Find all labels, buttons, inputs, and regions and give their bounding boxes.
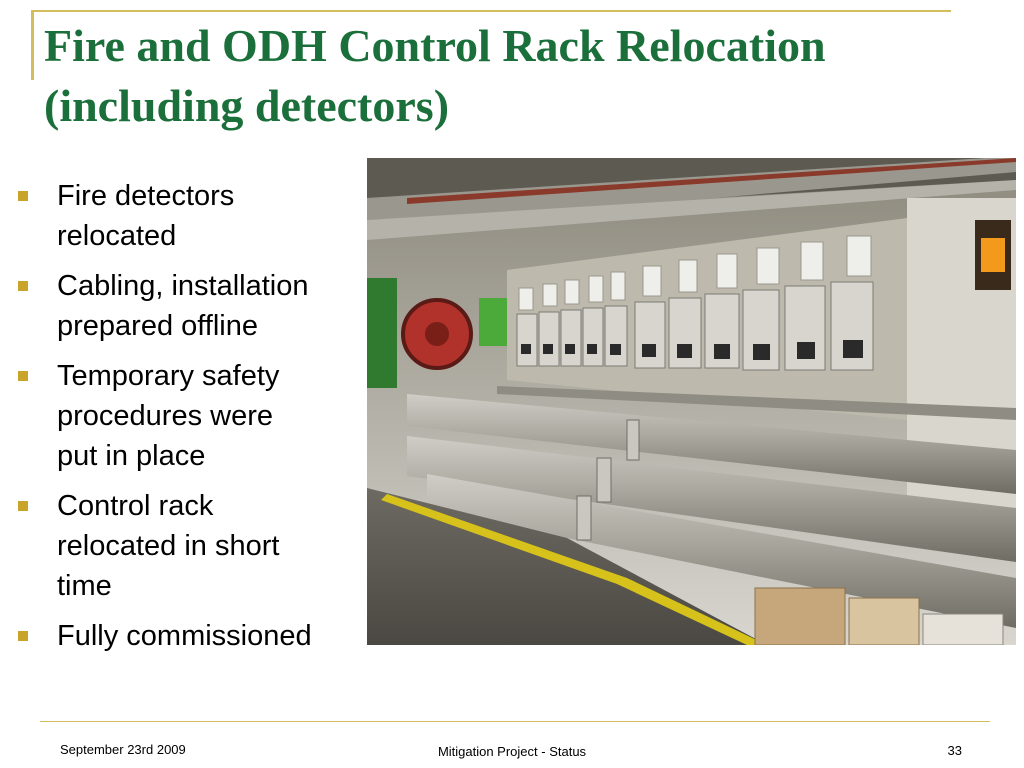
footer-title: Mitigation Project - Status xyxy=(437,744,587,759)
bullet-text-line: procedures were xyxy=(57,400,273,432)
title-frame-horizontal-line xyxy=(31,10,951,12)
bullet-text-line: relocated xyxy=(57,220,177,252)
title-line-2: (including detectors) xyxy=(44,80,450,131)
bullet-text-line: Fully commissioned xyxy=(57,620,312,652)
page-number: 33 xyxy=(947,743,962,758)
square-bullet-icon xyxy=(18,281,28,291)
bullet-text-line: Cabling, installation xyxy=(57,270,309,302)
bullet-text-line: Temporary safety xyxy=(57,360,280,392)
footer-divider xyxy=(40,721,990,722)
control-rack-photo xyxy=(367,158,1016,645)
square-bullet-icon xyxy=(18,501,28,511)
bullet-item xyxy=(16,616,361,656)
square-bullet-icon xyxy=(18,631,28,641)
bullet-text-line: put in place xyxy=(57,440,206,472)
bullet-text-line: time xyxy=(57,570,112,602)
bullet-item xyxy=(16,266,361,346)
square-bullet-icon xyxy=(18,371,28,381)
title-line-1: Fire and ODH Control Rack Relocation xyxy=(44,20,826,71)
footer-date: September 23rd 2009 xyxy=(60,742,186,757)
square-bullet-icon xyxy=(18,191,28,201)
bullet-text-line: prepared offline xyxy=(57,310,259,342)
bullet-text-line: Control rack xyxy=(57,490,214,522)
title-frame-vertical-line xyxy=(31,10,34,80)
bullet-text-line: relocated in short xyxy=(57,530,280,562)
bullet-text-line: Fire detectors xyxy=(57,180,235,212)
tunnel-rack-illustration xyxy=(367,158,1016,645)
slide-title xyxy=(44,16,1019,136)
bullet-item xyxy=(16,176,361,256)
bullet-item xyxy=(16,356,361,476)
bullet-item xyxy=(16,486,361,606)
bullet-list xyxy=(16,176,361,666)
